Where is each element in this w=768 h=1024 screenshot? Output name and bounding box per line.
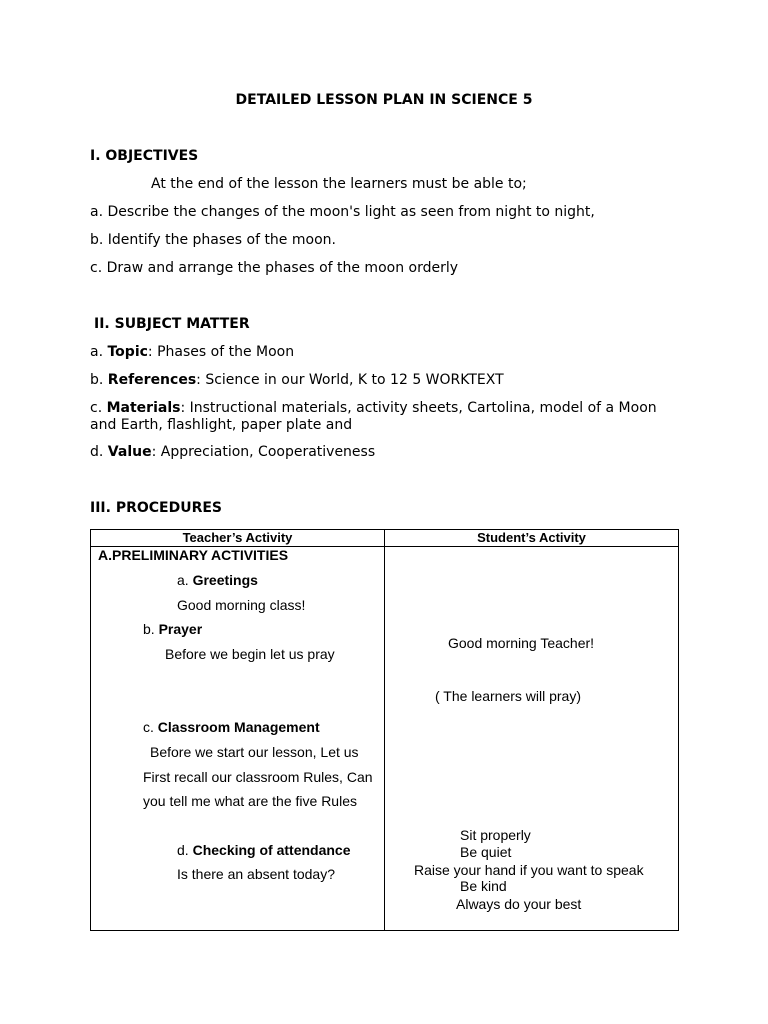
document-title: DETAILED LESSON PLAN IN SCIENCE 5 bbox=[235, 92, 533, 108]
rule-item-1: Sit properly bbox=[460, 827, 531, 843]
greeting-reply: Good morning Teacher! bbox=[448, 635, 595, 651]
prayer-text: Before we begin let us pray bbox=[165, 646, 335, 662]
objective-item-a: a. Describe the changes of the moon's light as seen from night to night, bbox=[90, 204, 595, 220]
attendance-label bbox=[177, 842, 351, 858]
value-line bbox=[90, 444, 375, 460]
management-line-2: First recall our classroom Rules, Can bbox=[143, 769, 373, 785]
greetings-title: Greetings bbox=[192, 572, 258, 588]
materials-label: Materials bbox=[106, 400, 181, 416]
prayer-title: Prayer bbox=[158, 621, 203, 637]
value-prefix: d. bbox=[90, 444, 108, 460]
prayer-prefix: b. bbox=[143, 621, 159, 637]
objectives-heading: I. OBJECTIVES bbox=[90, 148, 199, 164]
topic-line bbox=[90, 344, 294, 360]
rule-item-2: Be quiet bbox=[460, 844, 512, 860]
management-line-1: Before we start our lesson, Let us bbox=[150, 744, 359, 760]
topic-value: : Phases of the Moon bbox=[147, 344, 295, 360]
management-line-3: you tell me what are the five Rules bbox=[143, 793, 357, 809]
management-prefix: c. bbox=[143, 719, 158, 735]
references-prefix: b. bbox=[90, 372, 108, 388]
subject-matter-heading: II. SUBJECT MATTER bbox=[94, 316, 250, 332]
teacher-activity-cell bbox=[91, 547, 385, 931]
greetings-label bbox=[177, 572, 258, 588]
rule-item-3: Raise your hand if you want to speak bbox=[414, 862, 644, 878]
references-label: References bbox=[107, 372, 197, 388]
prayer-label bbox=[143, 621, 202, 637]
preliminary-activities-label: A.PRELIMINARY ACTIVITIES bbox=[98, 547, 289, 563]
materials-line bbox=[90, 400, 657, 416]
objectives-intro: At the end of the lesson the learners must be able to; bbox=[151, 176, 527, 192]
table-header-row bbox=[91, 530, 679, 547]
student-activity-cell bbox=[385, 547, 679, 931]
table-row bbox=[91, 547, 679, 931]
procedures-heading: III. PROCEDURES bbox=[90, 500, 223, 516]
materials-value: : Instructional materials, activity sheets, Cartolina, model of a Moon bbox=[180, 400, 657, 416]
management-title: Classroom Management bbox=[157, 719, 320, 735]
references-value: : Science in our World, K to 12 5 WORKTEXT bbox=[196, 372, 504, 388]
rule-item-4: Be kind bbox=[460, 878, 507, 894]
objective-item-c: c. Draw and arrange the phases of the moon orderly bbox=[90, 260, 459, 276]
greetings-text: Good morning class! bbox=[177, 597, 306, 613]
materials-prefix: c. bbox=[90, 400, 107, 416]
topic-label: Topic bbox=[107, 344, 148, 360]
topic-prefix: a. bbox=[90, 344, 108, 360]
greetings-prefix: a. bbox=[177, 572, 193, 588]
attendance-title: Checking of attendance bbox=[192, 842, 351, 858]
attendance-prefix: d. bbox=[177, 842, 193, 858]
references-line bbox=[90, 372, 504, 388]
classroom-management-label bbox=[143, 719, 320, 735]
value-label: Value bbox=[107, 444, 152, 460]
teacher-activity-header: Teacher’s Activity bbox=[91, 530, 385, 547]
attendance-text: Is there an absent today? bbox=[177, 866, 335, 882]
prayer-reply: ( The learners will pray) bbox=[435, 688, 582, 704]
rule-item-5: Always do your best bbox=[456, 896, 582, 912]
materials-line-2: and Earth, flashlight, paper plate and bbox=[90, 417, 353, 433]
procedures-table bbox=[90, 529, 679, 931]
student-activity-header: Student’s Activity bbox=[385, 530, 679, 547]
objective-item-b: b. Identify the phases of the moon. bbox=[90, 232, 336, 248]
value-value: : Appreciation, Cooperativeness bbox=[151, 444, 376, 460]
